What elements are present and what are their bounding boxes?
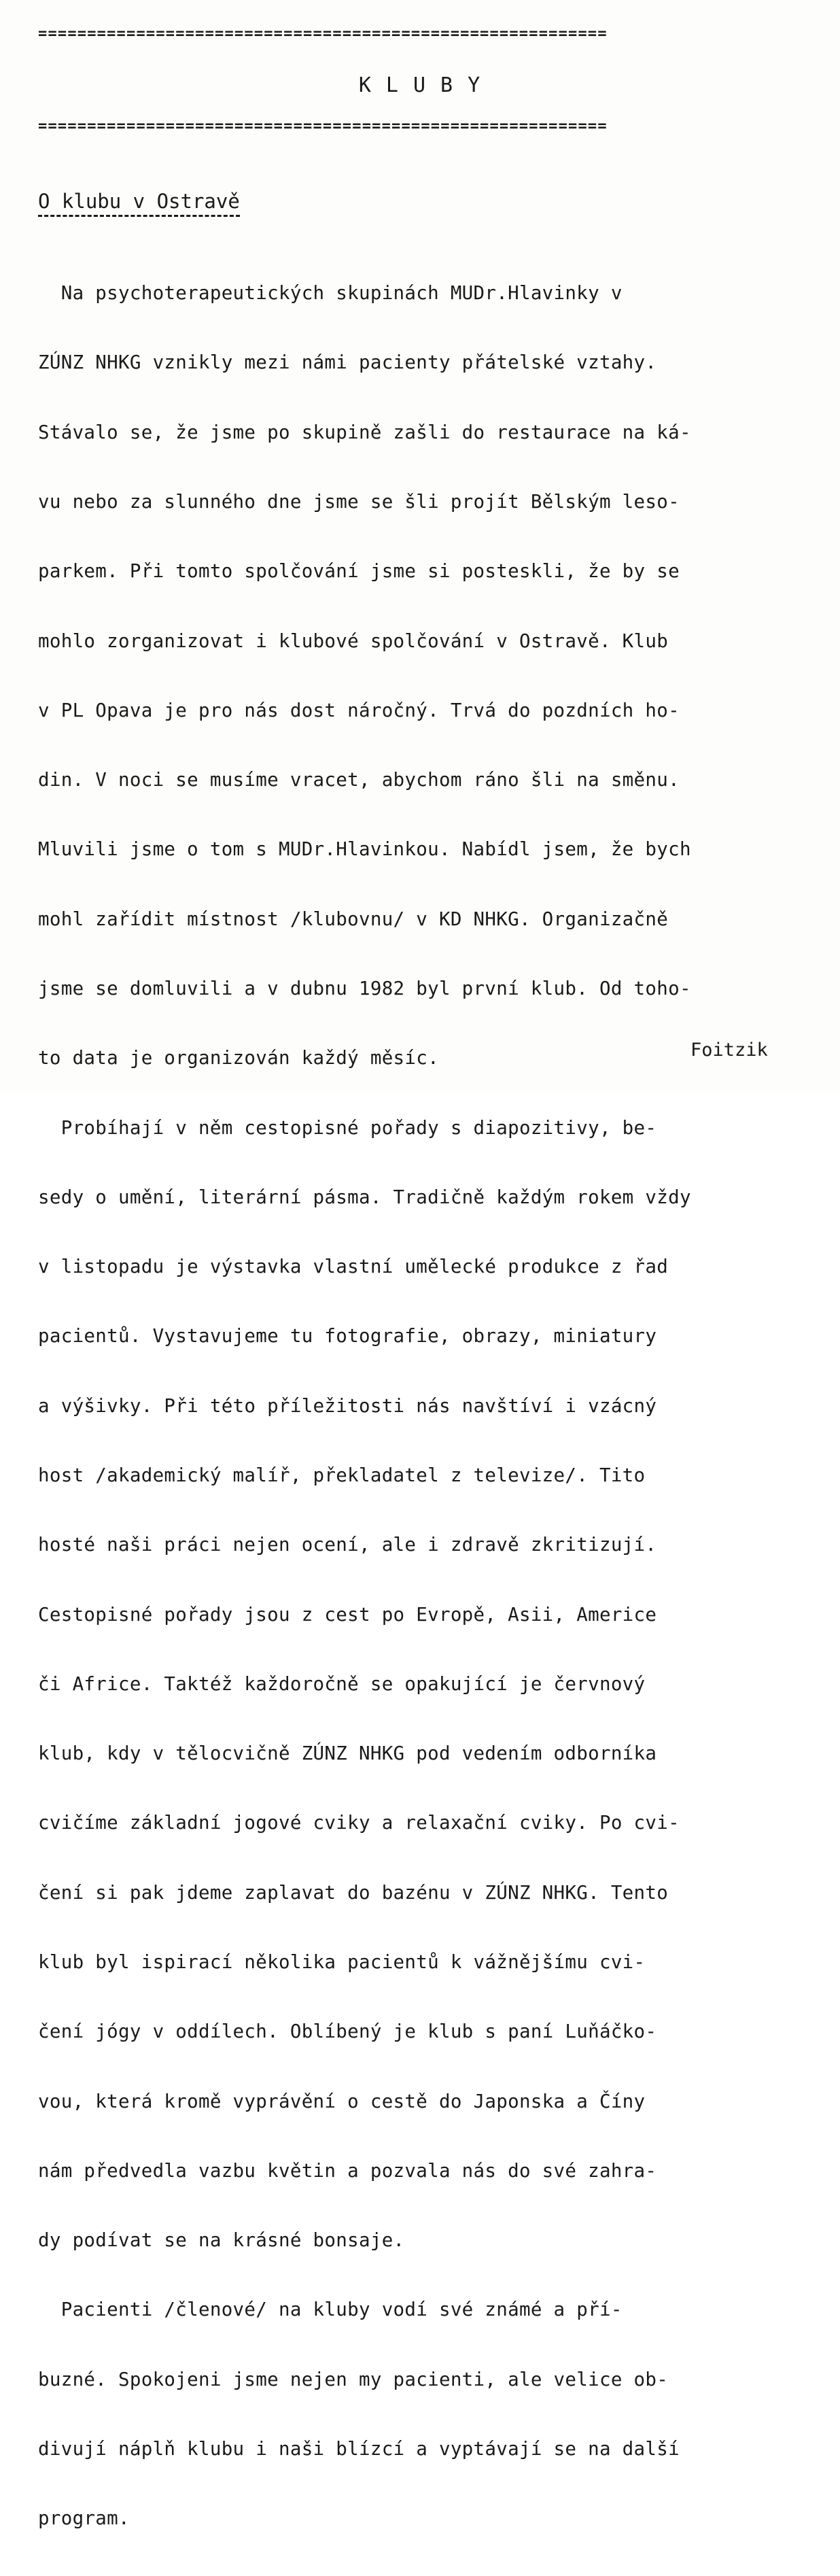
article-line: din. V noci se musíme vracet, abychom ráno šli na směnu. [38,769,680,791]
top-separator-rule: ========================================================== [38,25,608,42]
article-line: vu nebo za slunného dne jsme se šli projít Bělským leso- [38,491,680,513]
article-line: nám předvedla vazbu květin a pozvala nás do své zahra- [38,2159,657,2182]
article-line: vou, která kromě vyprávění o cestě do Japonska a Číny [38,2090,646,2112]
article-line: čení jógy v oddílech. Oblíbený je klub s paní Luňáčko- [38,2021,657,2043]
article-body [38,235,806,2576]
article-line: hosté naši práci nejen ocení, ale i zdravě zkritizují. [38,1534,657,1556]
article-line: mohlo zorganizovat i klubové spolčování v Ostravě. Klub [38,630,669,652]
bottom-separator-rule: ========================================================== [38,118,608,135]
article-line: parkem. Při tomto spolčování jsme si posteskli, že by se [38,560,680,583]
article-line: Stávalo se, že jsme po skupině zašli do restaurace na ká- [38,421,691,443]
article-title: O klubu v Ostravě [38,189,240,217]
article-line: to data je organizován každý měsíc. [38,1047,439,1069]
article-line: Probíhají v něm cestopisné pořady s diapozitivy, be- [38,1116,657,1139]
article-line: čení si pak jdeme zaplavat do bazénu v ZÚNZ NHKG. Tento [38,1881,669,1904]
article-line: dy podívat se na krásné bonsaje. [38,2229,405,2252]
article-line: mohl zařídit místnost /klubovnu/ v KD NHKG. Organizačně [38,908,669,930]
article-line: Pacienti /členové/ na kluby vodí své známé a pří- [38,2299,623,2321]
article-line: klub, kdy v tělocvičně ZÚNZ NHKG pod vedením odborníka [38,1742,657,1765]
article-line: program. [38,2507,130,2530]
article-line: Na psychoterapeutických skupinách MUDr.Hlavinky v [38,282,623,305]
article-line: ZÚNZ NHKG vznikly mezi námi pacienty přátelské vztahy. [38,351,657,374]
article-line: sedy o umění, literární pásma. Tradičně každým rokem vždy [38,1186,691,1208]
article-line: v listopadu je výstavka vlastní umělecké produkce z řad [38,1256,669,1278]
article-line: pacientů. Vystavujeme tu fotografie, obrazy, miniatury [38,1325,657,1347]
page-heading: KLUBY [358,73,495,97]
article-line: buzné. Spokojeni jsme nejen my pacienti, ale velice ob- [38,2368,669,2390]
article-line: Cestopisné pořady jsou z cest po Evropě, Asii, Americe [38,1603,657,1626]
article-line: divují náplň klubu i naši blízcí a vyptávají se na další [38,2437,680,2460]
article-line: a výšivky. Při této příležitosti nás navštíví i vzácný [38,1394,657,1417]
article-line: Mluvili jsme o tom s MUDr.Hlavinkou. Nabídl jsem, že bych [38,838,691,861]
article-line: host /akademický malíř, překladatel z televize/. Tito [38,1464,646,1486]
article-line: cvičíme základní jogové cviky a relaxační cviky. Po cvi- [38,1812,680,1834]
article-line: v PL Opava je pro nás dost náročný. Trvá do pozdních ho- [38,699,680,721]
article-line: klub byl ispirací několika pacientů k vážnějšímu cvi- [38,1951,646,1973]
article-line: či Africe. Taktéž každoročně se opakující je červnový [38,1672,646,1695]
article-line: jsme se domluvili a v dubnu 1982 byl první klub. Od toho- [38,978,691,999]
author-signature: Foitzik [690,1040,768,1061]
